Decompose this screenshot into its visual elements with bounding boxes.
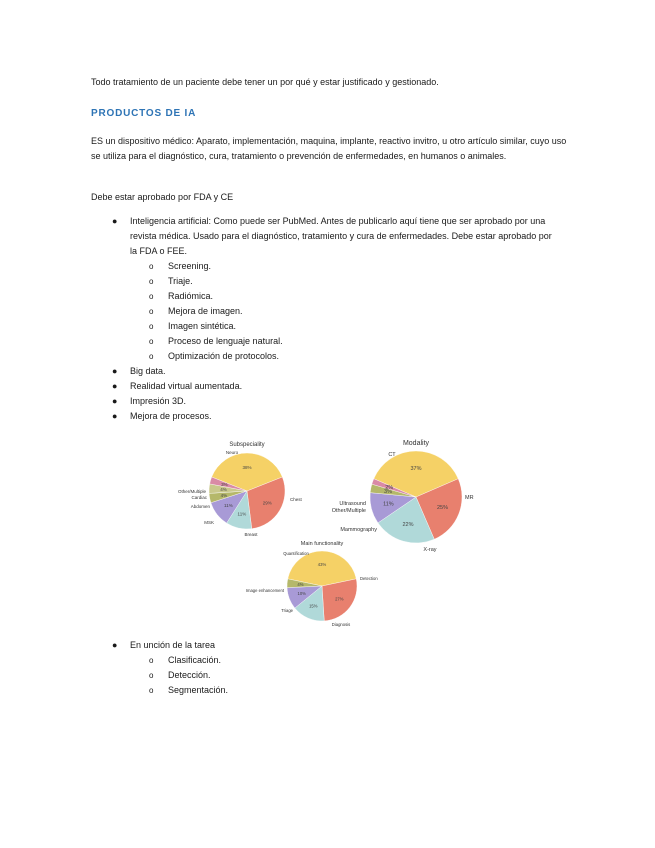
slice-percent-label: 27% [335,596,344,602]
circle-bullet-icon: o [149,671,154,680]
sub-list-item-text: Radiómica. [168,291,214,301]
slice-percent-label: 10% [297,591,306,597]
slice-label: Abdomen [190,504,210,509]
slice-label: Detection [360,576,378,581]
list-item-text: Impresión 3D. [130,396,187,406]
slice-label: Diagnosis [331,622,351,627]
chart-title: Subspeciality [229,442,265,448]
sub-list-item-text: Imagen sintética. [168,321,237,331]
circle-bullet-icon: o [149,352,154,361]
slice-percent-label: 11% [383,501,394,508]
pie-chart [178,442,303,537]
slice-label: Other/Multiple [177,489,206,494]
sub-list-item-text: Mejora de imagen. [168,306,243,316]
sub-list-item [130,668,561,683]
slice-percent-label: 2% [385,484,394,491]
approval-paragraph: Debe estar aprobado por FDA y CE [91,192,234,202]
slice-percent-label: 4% [220,487,227,492]
slice-percent-label: 3% [221,481,228,487]
slice-percent-label: 15% [309,603,318,609]
sub-list-item-text: Clasificación. [168,655,222,665]
bullet-icon: ● [112,366,118,376]
slice-label: Breast [244,532,258,537]
slice-label: MR [465,495,474,501]
slice-label: Chest [290,497,302,502]
slice-percent-label: 22% [402,521,414,528]
sub-list [130,653,561,698]
slice-percent-label: 38% [242,464,252,470]
circle-bullet-icon: o [149,322,154,331]
slice-label: Ultrasound [339,501,366,507]
bullet-icon: ● [112,381,118,391]
sub-list-item [130,683,561,698]
bullet-icon: ● [112,396,118,406]
slice-percent-label: 37% [410,466,422,472]
slice-label: Image enhancement [245,588,284,593]
chart-title: Main functionality [300,541,344,547]
intro-paragraph: Todo tratamiento de un paciente debe tener un por qué y estar justificado y gestionado. [91,77,439,87]
slice-percent-label: 29% [262,500,272,506]
slice-label: Quantification [283,551,309,556]
slice-label: X-ray [423,547,437,553]
sub-list-item-text: Detección. [168,670,211,680]
list-item-text: En unción de la tarea [130,640,216,650]
task-list [91,638,561,698]
slice-percent-label: 11% [224,502,233,508]
sub-list-item-text: Segmentación. [168,685,229,695]
pie-chart [246,541,379,627]
pie-chart [332,440,474,553]
slice-percent-label: 43% [317,561,327,567]
slice-percent-label: 4% [297,581,304,587]
sub-list-item-text: Proceso de lenguaje natural. [168,336,283,346]
circle-bullet-icon: o [149,292,154,301]
bullet-icon: ● [112,411,118,421]
bullet-icon: ● [112,640,118,650]
slice-percent-label: 4% [220,492,228,498]
list-item-text: Inteligencia artificial: Como puede ser PubMed. Antes de publicarlo aquí tiene que ser aprobado por una revista médica. Usado para el diagnóstico, tratamiento y cura de enfermedades. Debe estar aprobado por la FDA o FEE. [130,216,552,256]
circle-bullet-icon: o [149,686,154,695]
slice-label: Neuro [225,450,239,455]
circle-bullet-icon: o [149,277,154,286]
circle-bullet-icon: o [149,337,154,346]
circle-bullet-icon: o [149,656,154,665]
list-item-text: Mejora de procesos. [130,411,212,421]
sub-list-item-text: Triaje. [168,276,193,286]
list-item-text: Big data. [130,366,166,376]
pie-slice [288,551,357,586]
sub-list-item-text: Optimización de protocolos. [168,351,280,361]
section-heading: PRODUCTOS DE IA [91,108,197,119]
slice-percent-label: 25% [436,505,449,511]
list-item [91,638,561,698]
slice-percent-label: 11% [237,511,247,517]
circle-bullet-icon: o [149,307,154,316]
slice-label: Mammography [340,527,377,533]
slice-label: Cardiac [191,495,207,500]
slice-label: Other/Multiple [331,508,366,514]
sub-list-item-text: Screening. [168,261,212,271]
circle-bullet-icon: o [149,262,154,271]
bullet-icon: ● [112,216,118,226]
sub-list-item [130,653,561,668]
definition-paragraph: ES un dispositivo médico: Aparato, implementación, maquina, implante, reactivo invitro, u otro artículo similar, cuyo uso se utiliza para el diagnóstico, cura, tratamiento o prevención de enfermedades, en humanos o animales. [91,136,567,161]
slice-label: CT [388,452,396,458]
slice-label: Triage [281,608,293,613]
chart-title: Modality [402,440,430,447]
slice-label: MSK [204,520,214,525]
list-item-text: Realidad virtual aumentada. [130,381,243,391]
slice-percent-label: 3% [384,489,392,496]
